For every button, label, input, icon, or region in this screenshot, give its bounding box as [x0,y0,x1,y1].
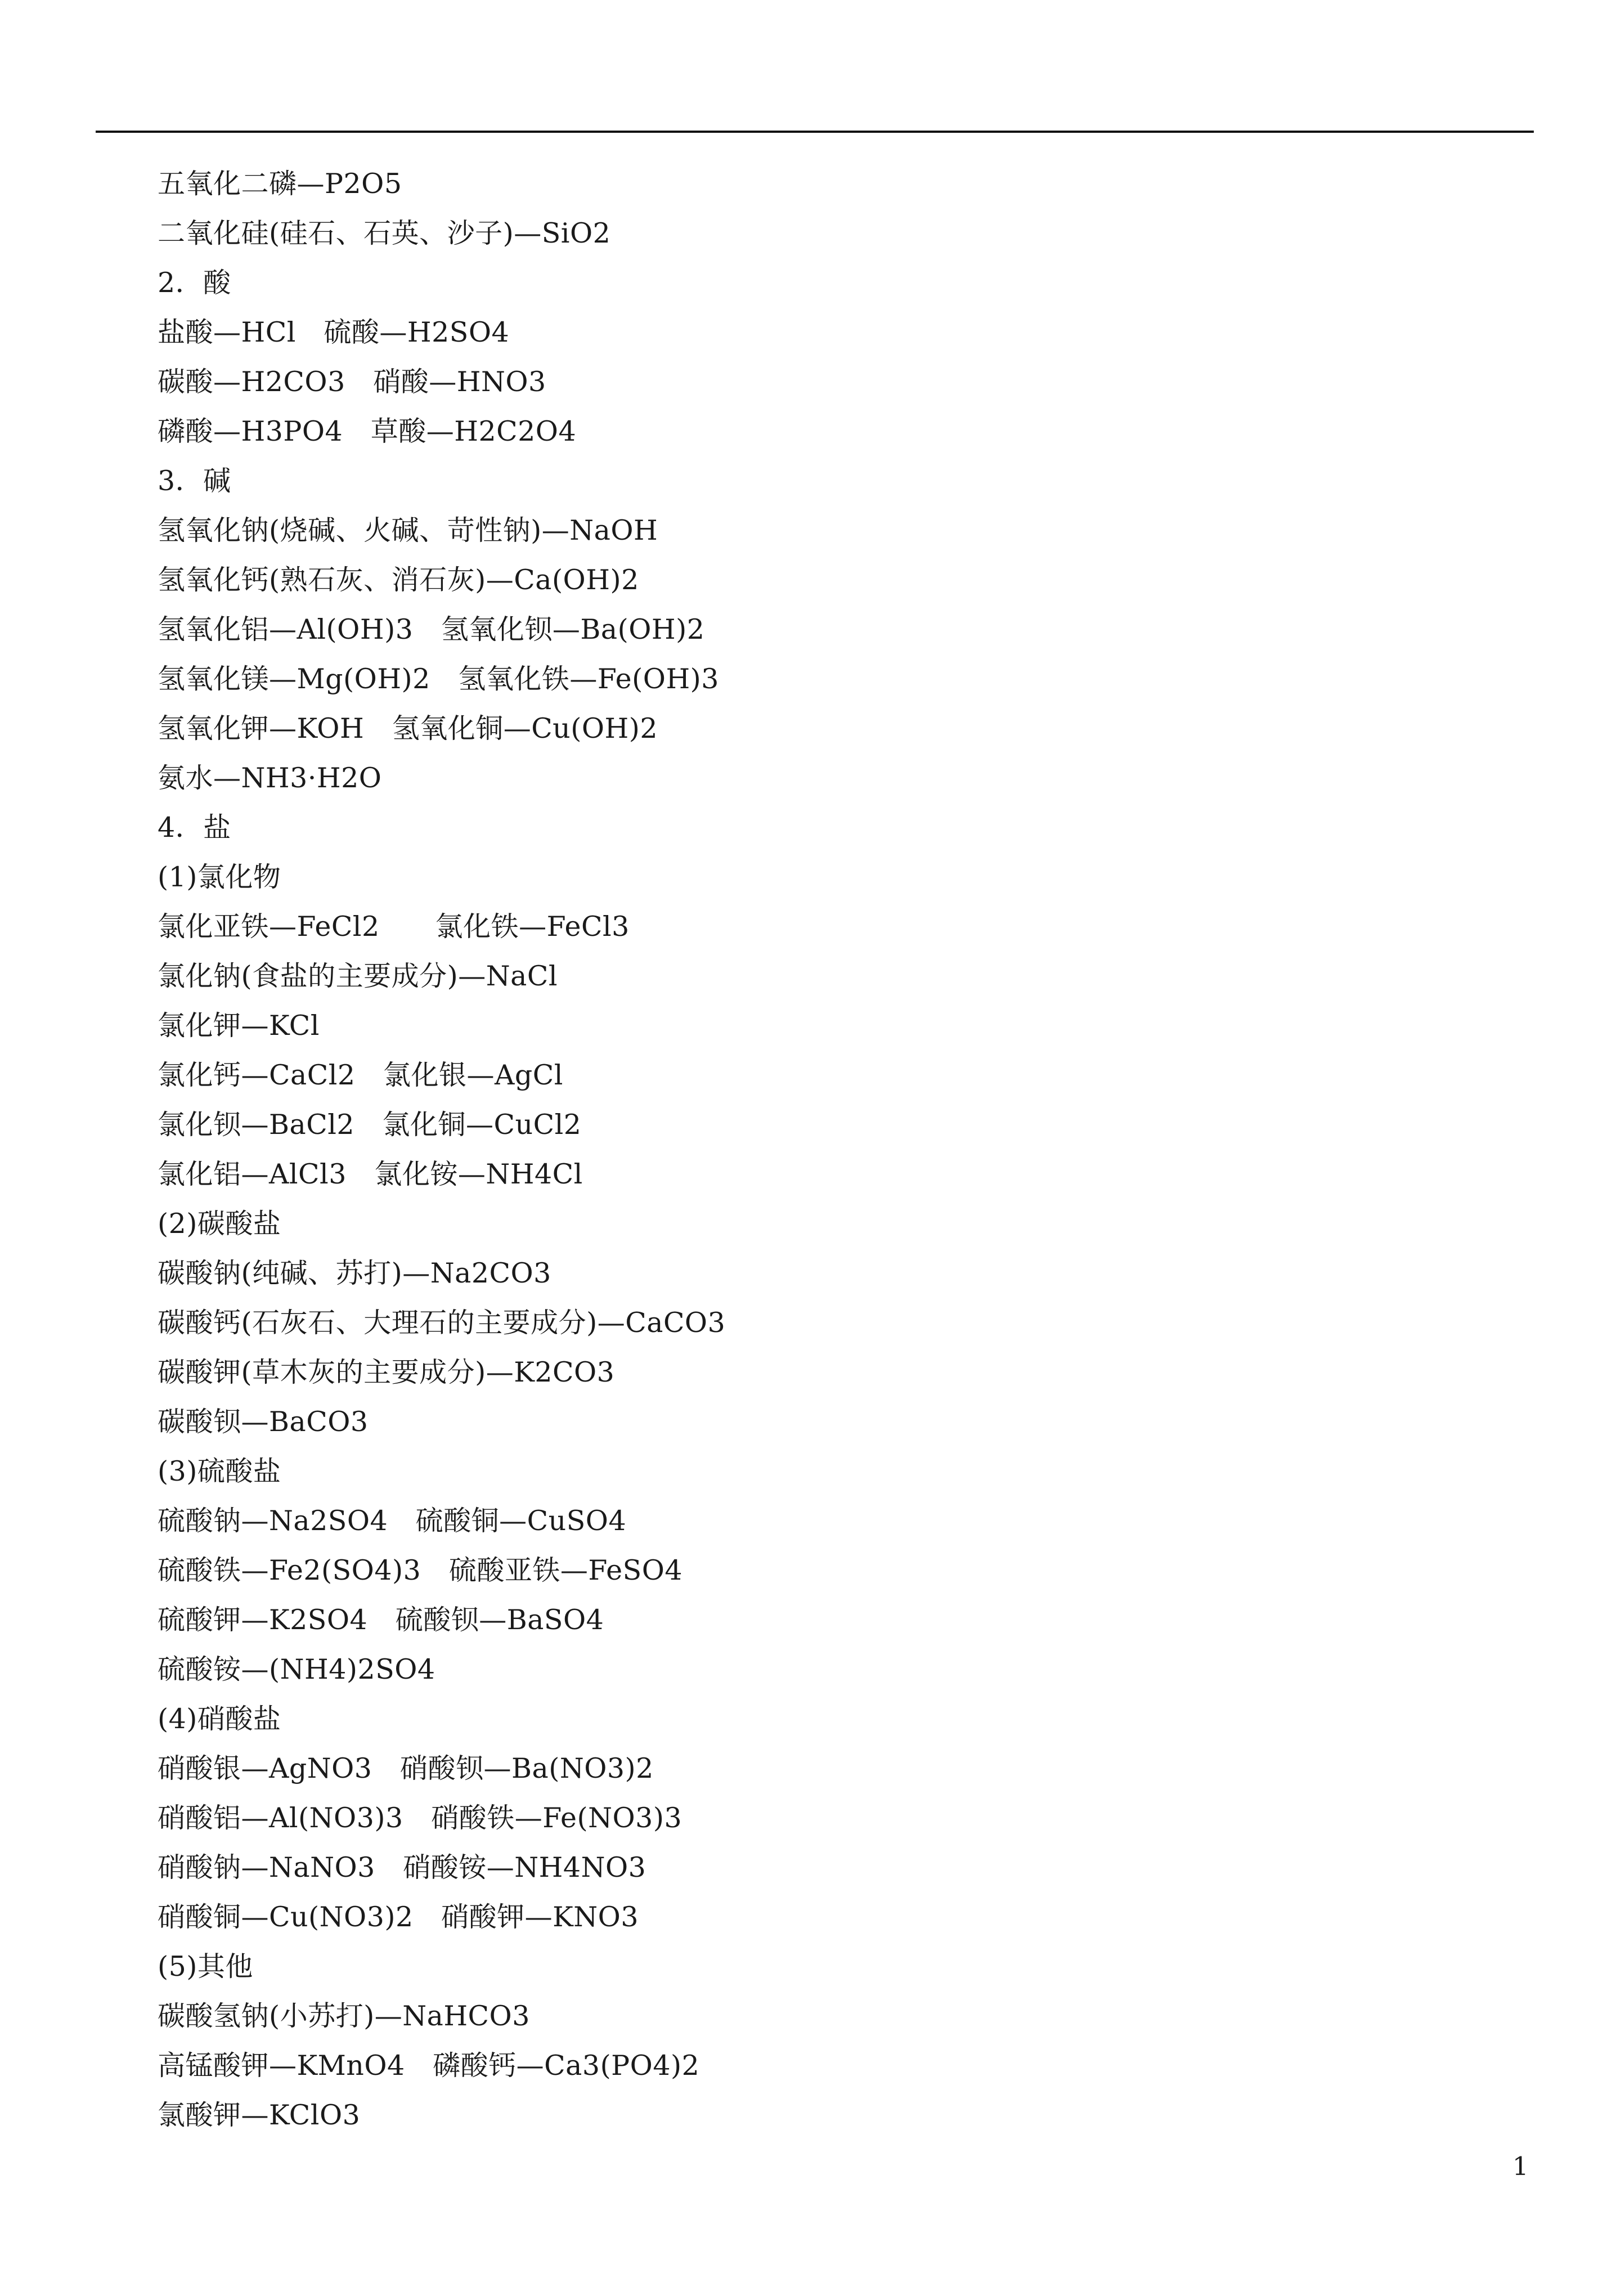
text-line: 碳酸—H2CO3 硝酸—HNO3 [158,366,546,398]
text-line: 氯化钠(食盐的主要成分)—NaCl [158,960,558,992]
section-heading: 3．碱 [158,465,231,497]
text-line: 硝酸钠—NaNO3 硝酸铵—NH4NO3 [158,1851,646,1884]
text-line: 氢氧化镁—Mg(OH)2 氢氧化铁—Fe(OH)3 [158,663,719,695]
subsection-heading: (1)氯化物 [158,861,281,893]
text-line: 氯化钙—CaCl2 氯化银—AgCl [158,1059,563,1091]
text-line: 碳酸钾(草木灰的主要成分)—K2CO3 [158,1356,615,1388]
text-line: 氢氧化钾—KOH 氢氧化铜—Cu(OH)2 [158,712,658,745]
text-line: 硝酸铝—Al(NO3)3 硝酸铁—Fe(NO3)3 [158,1802,682,1834]
subsection-heading: (2)碳酸盐 [158,1208,281,1240]
text-line: 氯化钡—BaCl2 氯化铜—CuCl2 [158,1109,582,1141]
text-line: 氯酸钾—KClO3 [158,2099,361,2131]
text-line: 二氧化硅(硅石、石英、沙子)—SiO2 [158,217,611,249]
text-line: 高锰酸钾—KMnO4 磷酸钙—Ca3(PO4)2 [158,2050,700,2082]
text-line: 氯化钾—KCl [158,1010,320,1042]
text-line: 氯化铝—AlCl3 氯化铵—NH4Cl [158,1158,583,1190]
section-heading: 4．盐 [158,811,231,844]
text-line: 碳酸钙(石灰石、大理石的主要成分)—CaCO3 [158,1307,726,1339]
text-line: 五氧化二磷—P2O5 [158,168,402,200]
text-line: 硝酸银—AgNO3 硝酸钡—Ba(NO3)2 [158,1752,654,1784]
text-line: 碳酸氢钠(小苏打)—NaHCO3 [158,2000,530,2032]
document-body [158,159,1452,2140]
text-line: 硫酸钠—Na2SO4 硫酸铜—CuSO4 [158,1505,627,1537]
section-heading: 2．酸 [158,267,231,299]
text-line: 氢氧化钙(熟石灰、消石灰)—Ca(OH)2 [158,564,639,596]
text-line: 盐酸—HCl 硫酸—H2SO4 [158,316,510,348]
text-line: 氨水—NH3·H2O [158,762,382,794]
text-line: 硫酸钾—K2SO4 硫酸钡—BaSO4 [158,1604,604,1636]
text-line: 氢氧化铝—Al(OH)3 氢氧化钡—Ba(OH)2 [158,613,705,645]
text-line: 硝酸铜—Cu(NO3)2 硝酸钾—KNO3 [158,1901,639,1933]
page-number: 1 [1512,2151,1529,2181]
text-line: 氯化亚铁—FeCl2 氯化铁—FeCl3 [158,911,630,943]
text-line: 磷酸—H3PO4 草酸—H2C2O4 [158,415,577,447]
text-line: 硫酸铁—Fe2(SO4)3 硫酸亚铁—FeSO4 [158,1554,683,1586]
subsection-heading: (5)其他 [158,1950,253,1983]
text-line: 碳酸钠(纯碱、苏打)—Na2CO3 [158,1257,551,1289]
text-line: 碳酸钡—BaCO3 [158,1406,369,1438]
subsection-heading: (4)硝酸盐 [158,1703,281,1735]
text-line: 硫酸铵—(NH4)2SO4 [158,1653,435,1685]
header-rule [96,131,1534,133]
text-line: 氢氧化钠(烧碱、火碱、苛性钠)—NaOH [158,514,658,546]
subsection-heading: (3)硫酸盐 [158,1455,281,1487]
